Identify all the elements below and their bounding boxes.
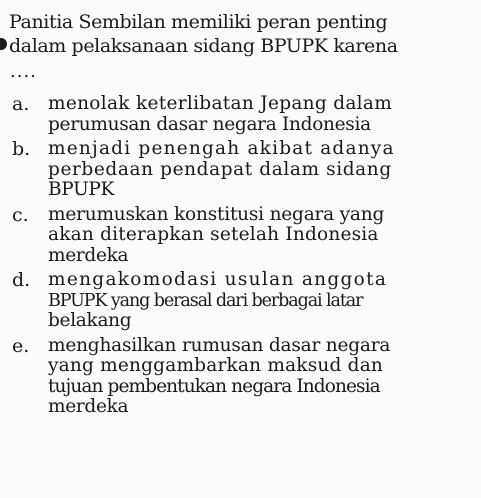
option-line: akan diterapkan setelah Indonesia — [48, 224, 379, 245]
question-text — [9, 10, 439, 58]
option-line: perumusan dasar negara Indonesia — [48, 113, 371, 135]
option-b[interactable] — [10, 139, 440, 201]
page-edge-mark — [0, 38, 7, 50]
option-line: menjadi penengah akibat adanya — [48, 138, 395, 159]
option-line: perbedaan pendapat dalam sidang — [48, 158, 392, 180]
option-line: yang menggambarkan maksud dan — [48, 355, 384, 376]
option-letter: d. — [12, 269, 31, 291]
option-letter: e. — [12, 334, 30, 357]
option-line: menolak keterlibatan Jepang dalam — [48, 93, 393, 114]
question-line: Panitia Sembilan memiliki peran penting — [9, 11, 388, 33]
option-line: BPUPK — [48, 179, 115, 200]
option-e[interactable] — [10, 336, 440, 418]
question-line: dalam pelaksanaan sidang BPUPK karena — [9, 35, 398, 57]
option-line: menghasilkan rumusan dasar negara — [48, 334, 391, 356]
option-letter: b. — [12, 138, 31, 160]
option-line: tujuan pembentukan negara Indonesia — [48, 375, 380, 397]
option-line: merdeka — [48, 396, 129, 417]
option-letter: a. — [12, 93, 30, 115]
option-line: merumuskan konstitusi negara yang — [48, 203, 385, 225]
option-d[interactable] — [10, 270, 440, 332]
option-line: belakang — [48, 310, 132, 331]
option-letter: c. — [12, 203, 29, 226]
option-c[interactable] — [10, 205, 440, 267]
option-line: BPUPK yang berasal dari berbagai latar — [48, 290, 363, 311]
option-a[interactable] — [10, 94, 440, 135]
answer-options — [10, 94, 440, 422]
answer-blank: .... — [10, 61, 37, 82]
option-line: merdeka — [48, 244, 129, 266]
option-line: mengakomodasi usulan anggota — [48, 269, 388, 290]
